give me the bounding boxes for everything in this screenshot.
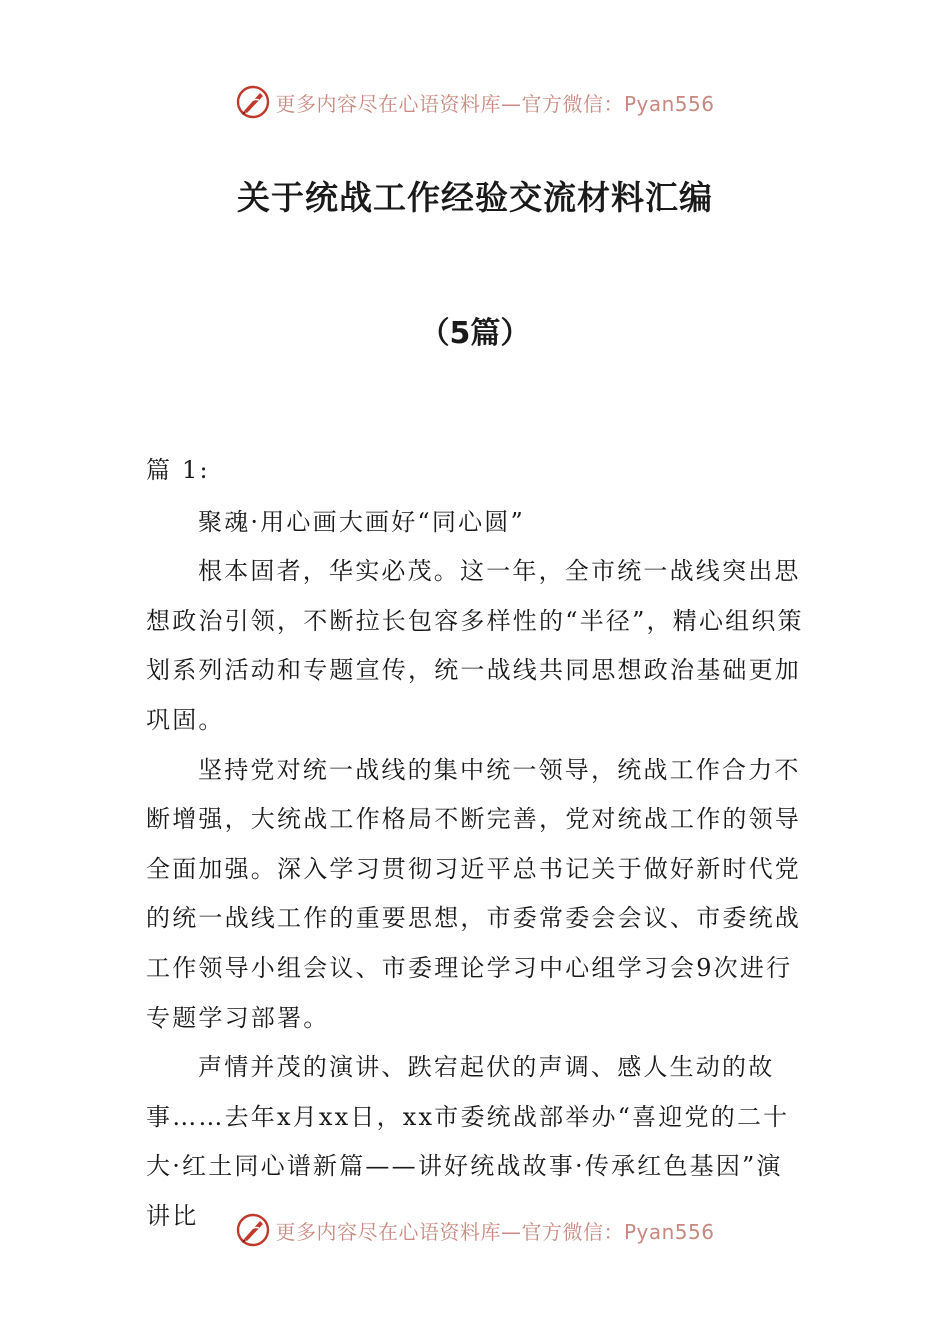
article-label: 篇 1: xyxy=(146,456,210,484)
body-paragraph: 根本固者，华实必茂。这一年，全市统一战线突出思想政治引领，不断拉长包容多样性的“半径”，精心组织策划系列活动和专题宣传，统一战线共同思想政治基础更加巩固。 xyxy=(146,557,804,734)
document-subtitle: （5篇） xyxy=(419,316,531,351)
watermark-text: 更多内容尽在心语资料库—官方微信：Pyan556 xyxy=(275,91,715,116)
watermark-text: 更多内容尽在心语资料库—官方微信：Pyan556 xyxy=(275,1219,715,1244)
body-paragraph: 声情并茂的演讲、跌宕起伏的声调、感人生动的故事……去年x月xx日，xx市委统战部举办“喜迎党的二十大·红土同心谱新篇——讲好统战故事·传承红色基因”演讲比 xyxy=(146,1053,790,1230)
pen-logo-icon xyxy=(235,84,271,120)
body-paragraph: 坚持党对统一战线的集中统一领导，统战工作合力不断增强，大统战工作格局不断完善，党对统战工作的领导全面加强。深入学习贯彻习近平总书记关于做好新时代党的统一战线工作的重要思想，市委常委会会议、市委统战工作领导小组会议、市委理论学习中心组学习会9次进行专题学习部署。 xyxy=(146,755,801,1032)
document-body xyxy=(146,446,806,1242)
pen-logo-icon xyxy=(235,1212,271,1248)
article-heading: 聚魂·用心画大画好“同心圆” xyxy=(198,507,525,536)
document-title: 关于统战工作经验交流材料汇编 xyxy=(237,178,713,217)
watermark-banner-top xyxy=(0,80,950,124)
watermark-banner-bottom xyxy=(0,1208,950,1252)
